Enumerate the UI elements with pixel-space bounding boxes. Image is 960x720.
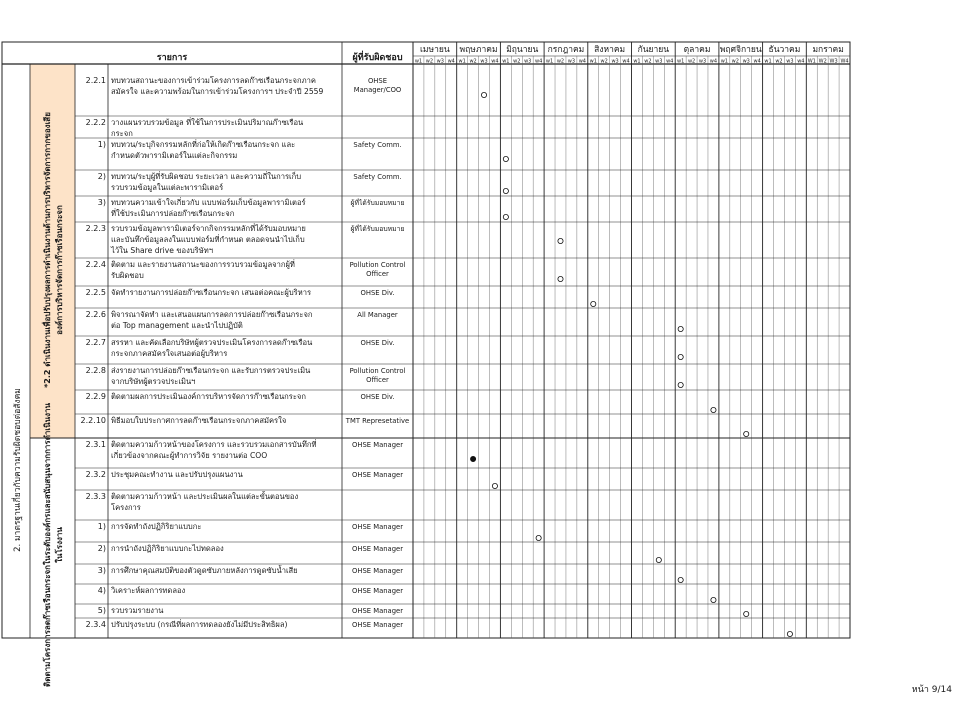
schedule-dot <box>591 301 596 306</box>
month-header: มิถุนายน <box>506 45 539 55</box>
week-header: w3 <box>742 58 750 65</box>
item-number: 2.2.10 <box>80 416 106 425</box>
responsible-party: Officer <box>366 376 389 384</box>
task-description: กระจกภาคสมัครใจเสนอต่อผู้บริหาร <box>111 349 228 358</box>
sub-item-number: 2) <box>97 544 106 553</box>
task-description: ติดตามความก้าวหน้าของโครงการ และรวบรวมเอกสารบันทึกที่ <box>111 440 317 449</box>
responsible-party: ผู้ที่ได้รับมอบหมาย <box>350 199 405 207</box>
sub-item-number: 3) <box>97 198 106 207</box>
month-header: ธันวาคม <box>768 45 801 55</box>
schedule-dot <box>744 431 749 436</box>
week-header: w4 <box>447 58 455 65</box>
task-description: ต่อ Top management และนำไปปฏิบัติ <box>111 321 243 330</box>
week-header: w4 <box>753 58 761 65</box>
schedule-dot <box>503 214 508 219</box>
responsible-party: ผู้ที่ได้รับมอบหมาย <box>350 225 405 233</box>
week-header: w1 <box>720 58 729 65</box>
task-description: ไว้ใน Share drive ของบริษัทฯ <box>111 246 213 255</box>
week-header: w2 <box>425 58 434 65</box>
week-header: W3 <box>829 58 838 65</box>
responsible-party: OHSE Manager <box>351 441 404 449</box>
task-description: รวบรวมข้อมูลพารามิเตอร์จากกิจกรรมหลักที่ได้รับมอบหมาย <box>111 224 306 233</box>
item-number: 2.2.2 <box>85 118 106 127</box>
responsible-party: OHSE Manager <box>351 621 404 629</box>
item-number: 2.2.4 <box>85 260 106 269</box>
schedule-dot <box>678 382 683 387</box>
task-description: ทบทวนสถานะของการเข้าร่วมโครงการลดก๊าซเรือนกระจกภาค <box>111 76 316 85</box>
month-header: พฤศจิกายน <box>719 45 762 55</box>
sub-item-number: 4) <box>97 586 106 595</box>
week-header: w1 <box>458 58 466 65</box>
month-header: สิงหาคม <box>594 45 626 55</box>
schedule-dot <box>481 92 486 97</box>
task-description: สมัครใจ และความพร้อมในการเข้าร่วมโครงการฯ ประจำปี 2559 <box>111 87 324 96</box>
week-header: w2 <box>600 58 608 65</box>
task-description: รวบรวมรายงาน <box>111 606 164 615</box>
task-description: ติดตามผลการประเมินองค์การบริหารจัดการก๊าซเรือนกระจก <box>111 392 306 401</box>
task-description: ติดตาม และรายงานสถานะของการรวบรวมข้อมูลจากผู้ที่ <box>111 260 295 269</box>
task-description: กระจก <box>111 129 133 138</box>
week-header: w2 <box>469 58 477 65</box>
responsible-party: OHSE Div. <box>360 339 395 347</box>
sub-item-number: 3) <box>97 566 106 575</box>
week-header: w4 <box>622 58 630 65</box>
schedule-dot <box>787 631 792 636</box>
week-header: w4 <box>709 58 718 65</box>
schedule-dot <box>492 483 497 488</box>
week-header: w3 <box>524 58 532 65</box>
schedule-dot <box>711 597 716 602</box>
week-header: W1 <box>807 58 816 65</box>
task-description: ทบทวน/ระบุผู้ที่รับผิดชอบ ระยะเวลา และความถี่ในการเก็บ <box>111 172 302 181</box>
sub-item-number: 1) <box>97 140 106 149</box>
month-header: กันยายน <box>637 45 670 55</box>
responsible-party: Manager/COO <box>353 86 402 94</box>
task-description: การนำถังปฏิกิริยาแบบกะไปทดลอง <box>111 544 224 553</box>
task-description: ปรับปรุงระบบ (กรณีที่ผลการทดลองยังไม่มีประสิทธิผล) <box>111 620 288 629</box>
group-label-2-3: ติดตามโครงการลดก๊าซเรือนกระจกในระดับองค์กรและสนับสนุนจากการดำเนินงาน <box>43 403 52 687</box>
responsible-party: Pollution Control <box>349 367 406 375</box>
responsible-party: TMT Represetative <box>345 417 410 425</box>
schedule-dot <box>503 188 508 193</box>
week-header: w3 <box>436 58 444 65</box>
week-header: w3 <box>567 58 576 65</box>
week-header: w1 <box>545 58 554 65</box>
task-description: สรรหา และคัดเลือกบริษัทผู้ตรวจประเมินโครงการลดก๊าซเรือน <box>111 338 313 347</box>
responsible-party: Safety Comm. <box>353 173 402 181</box>
schedule-dot <box>503 156 508 161</box>
item-number: 2.3.3 <box>85 492 106 501</box>
schedule-dot <box>678 326 683 331</box>
week-header: w2 <box>644 58 652 65</box>
item-number: 2.3.4 <box>85 620 106 629</box>
item-number: 2.3.1 <box>85 440 106 449</box>
month-header: มกราคม <box>812 45 844 55</box>
owner-column-header: ผู้ที่รับผิดชอบ <box>352 53 403 63</box>
week-header: w3 <box>786 58 794 65</box>
week-header: w4 <box>797 58 805 65</box>
task-description: วางแผนรวบรวมข้อมูล ที่ใช้ในการประเมินปริมาณก๊าซเรือน <box>111 118 304 127</box>
task-description: รับผิดชอบ <box>111 271 144 280</box>
responsible-party: All Manager <box>357 311 398 319</box>
task-description: ทบทวนความเข้าใจเกี่ยวกับ แบบฟอร์มเก็บข้อมูลพารามิเตอร์ <box>111 198 306 207</box>
week-header: w4 <box>491 58 499 65</box>
responsible-party: OHSE Div. <box>360 289 395 297</box>
group-label-2-2: *2.2 ดำเนินงานเพื่อปรับปรุงผลการดำเนินงานด้านการบริหารจัดการกากของเสีย <box>43 112 52 388</box>
responsible-party: Officer <box>366 270 389 278</box>
responsible-party: OHSE <box>367 77 388 85</box>
item-number: 2.2.5 <box>85 288 106 297</box>
month-header: กรกฎาคม <box>547 45 585 55</box>
item-number: 2.2.6 <box>85 310 106 319</box>
outer-group-label: 2. มาตรฐานเกี่ยวกับความรับผิดชอบต่อสังคม <box>13 388 23 552</box>
task-description: พิจารณาจัดทำ และเสนอแผนการลดการปล่อยก๊าซเรือนกระจก <box>111 310 313 319</box>
item-column-header: รายการ <box>156 53 188 63</box>
responsible-party: Safety Comm. <box>353 141 402 149</box>
responsible-party: OHSE Manager <box>351 567 404 575</box>
week-header: w2 <box>556 58 565 65</box>
week-header: w1 <box>414 58 423 65</box>
item-number: 2.2.1 <box>85 76 106 85</box>
schedule-dot <box>678 354 683 359</box>
week-header: w2 <box>687 58 696 65</box>
week-header: w3 <box>480 58 488 65</box>
task-description: กำหนดตัวพารามิเตอร์ในแต่ละกิจกรรม <box>111 151 238 160</box>
responsible-party: OHSE Manager <box>351 545 404 553</box>
responsible-party: OHSE Manager <box>351 607 404 615</box>
responsible-party: OHSE Div. <box>360 393 395 401</box>
week-header: w2 <box>513 58 521 65</box>
week-header: W4 <box>840 58 849 65</box>
responsible-party: OHSE Manager <box>351 587 404 595</box>
week-header: w4 <box>534 58 543 65</box>
task-description: ส่งรายงานการปล่อยก๊าซเรือนกระจก และรับการตรวจประเมิน <box>111 366 311 375</box>
week-header: w1 <box>633 58 641 65</box>
task-description: และบันทึกข้อมูลลงในแบบฟอร์มที่กำหนด ตลอดจนนำไปเก็บ <box>111 235 305 244</box>
task-description: ที่ใช้ประเมินการปล่อยก๊าซเรือนกระจก <box>111 209 235 218</box>
week-header: w2 <box>731 58 739 65</box>
responsible-party: OHSE Manager <box>351 471 404 479</box>
item-number: 2.2.7 <box>85 338 106 347</box>
task-description: ทบทวน/ระบุกิจกรรมหลักที่ก่อให้เกิดก๊าซเรือนกระจก และ <box>111 140 296 149</box>
group-band-1 <box>30 64 75 438</box>
week-header: w4 <box>666 58 674 65</box>
week-header: w3 <box>611 58 619 65</box>
month-header: ตุลาคม <box>683 45 711 55</box>
week-header: w1 <box>589 58 597 65</box>
schedule-dot <box>711 407 716 412</box>
schedule-dot <box>558 276 563 281</box>
task-description: จัดทำรายงานการปล่อยก๊าซเรือนกระจก เสนอต่อคณะผู้บริหาร <box>111 288 312 297</box>
schedule-dot <box>744 611 749 616</box>
item-number: 2.3.2 <box>85 470 106 479</box>
schedule-dot <box>558 238 563 243</box>
week-header: w4 <box>578 58 586 65</box>
task-description: การศึกษาคุณสมบัติของตัวดูดซับภายหลังการดูดซับน้ำเสีย <box>111 566 298 575</box>
task-description: วิเคราะห์ผลการทดลอง <box>111 586 186 595</box>
task-description: พิธีมอบใบประกาศการลดก๊าซเรือนกระจกภาคสมัครใจ <box>111 416 287 425</box>
responsible-party: Pollution Control <box>349 261 406 269</box>
sub-item-number: 1) <box>97 522 106 531</box>
item-number: 2.2.9 <box>85 392 106 401</box>
week-header: w1 <box>502 58 510 65</box>
week-header: w3 <box>698 58 707 65</box>
item-number: 2.2.3 <box>85 224 106 233</box>
task-description: โครงการ <box>111 503 141 512</box>
week-header: w1 <box>677 58 685 65</box>
week-header: W2 <box>818 58 827 65</box>
item-number: 2.2.8 <box>85 366 106 375</box>
group-label-2-2-line2: องค์การบริหารจัดการก๊าซเรือนกระจก <box>55 205 64 335</box>
task-description: เกี่ยวข้องจากคณะผู้ทำการวิจัย รายงานต่อ COO <box>111 451 268 460</box>
group-label-2-3-line2: ในโรงงาน <box>55 527 64 563</box>
page-number: หน้า 9/14 <box>911 685 952 695</box>
task-description: รวบรวมข้อมูลในแต่ละพารามิเตอร์ <box>111 183 224 192</box>
week-header: w1 <box>764 58 772 65</box>
schedule-dot <box>678 577 683 582</box>
month-header: พฤษภาคม <box>459 45 498 55</box>
task-description: การจัดทำถังปฏิกิริยาแบบกะ <box>111 522 202 531</box>
week-header: w3 <box>655 58 663 65</box>
schedule-dot-filled <box>470 456 475 461</box>
week-header: w2 <box>775 58 783 65</box>
month-header: เมษายน <box>420 45 450 55</box>
sub-item-number: 5) <box>97 606 106 615</box>
task-description: ติดตามความก้าวหน้า และประเมินผลในแต่ละขั้นตอนของ <box>111 492 299 501</box>
sub-item-number: 2) <box>97 172 106 181</box>
task-description: จากบริษัทผู้ตรวจประเมินฯ <box>111 377 196 386</box>
responsible-party: OHSE Manager <box>351 523 404 531</box>
schedule-dot <box>536 535 541 540</box>
task-description: ประชุมคณะทำงาน และปรับปรุงแผนงาน <box>111 470 243 479</box>
schedule-dot <box>656 557 661 562</box>
